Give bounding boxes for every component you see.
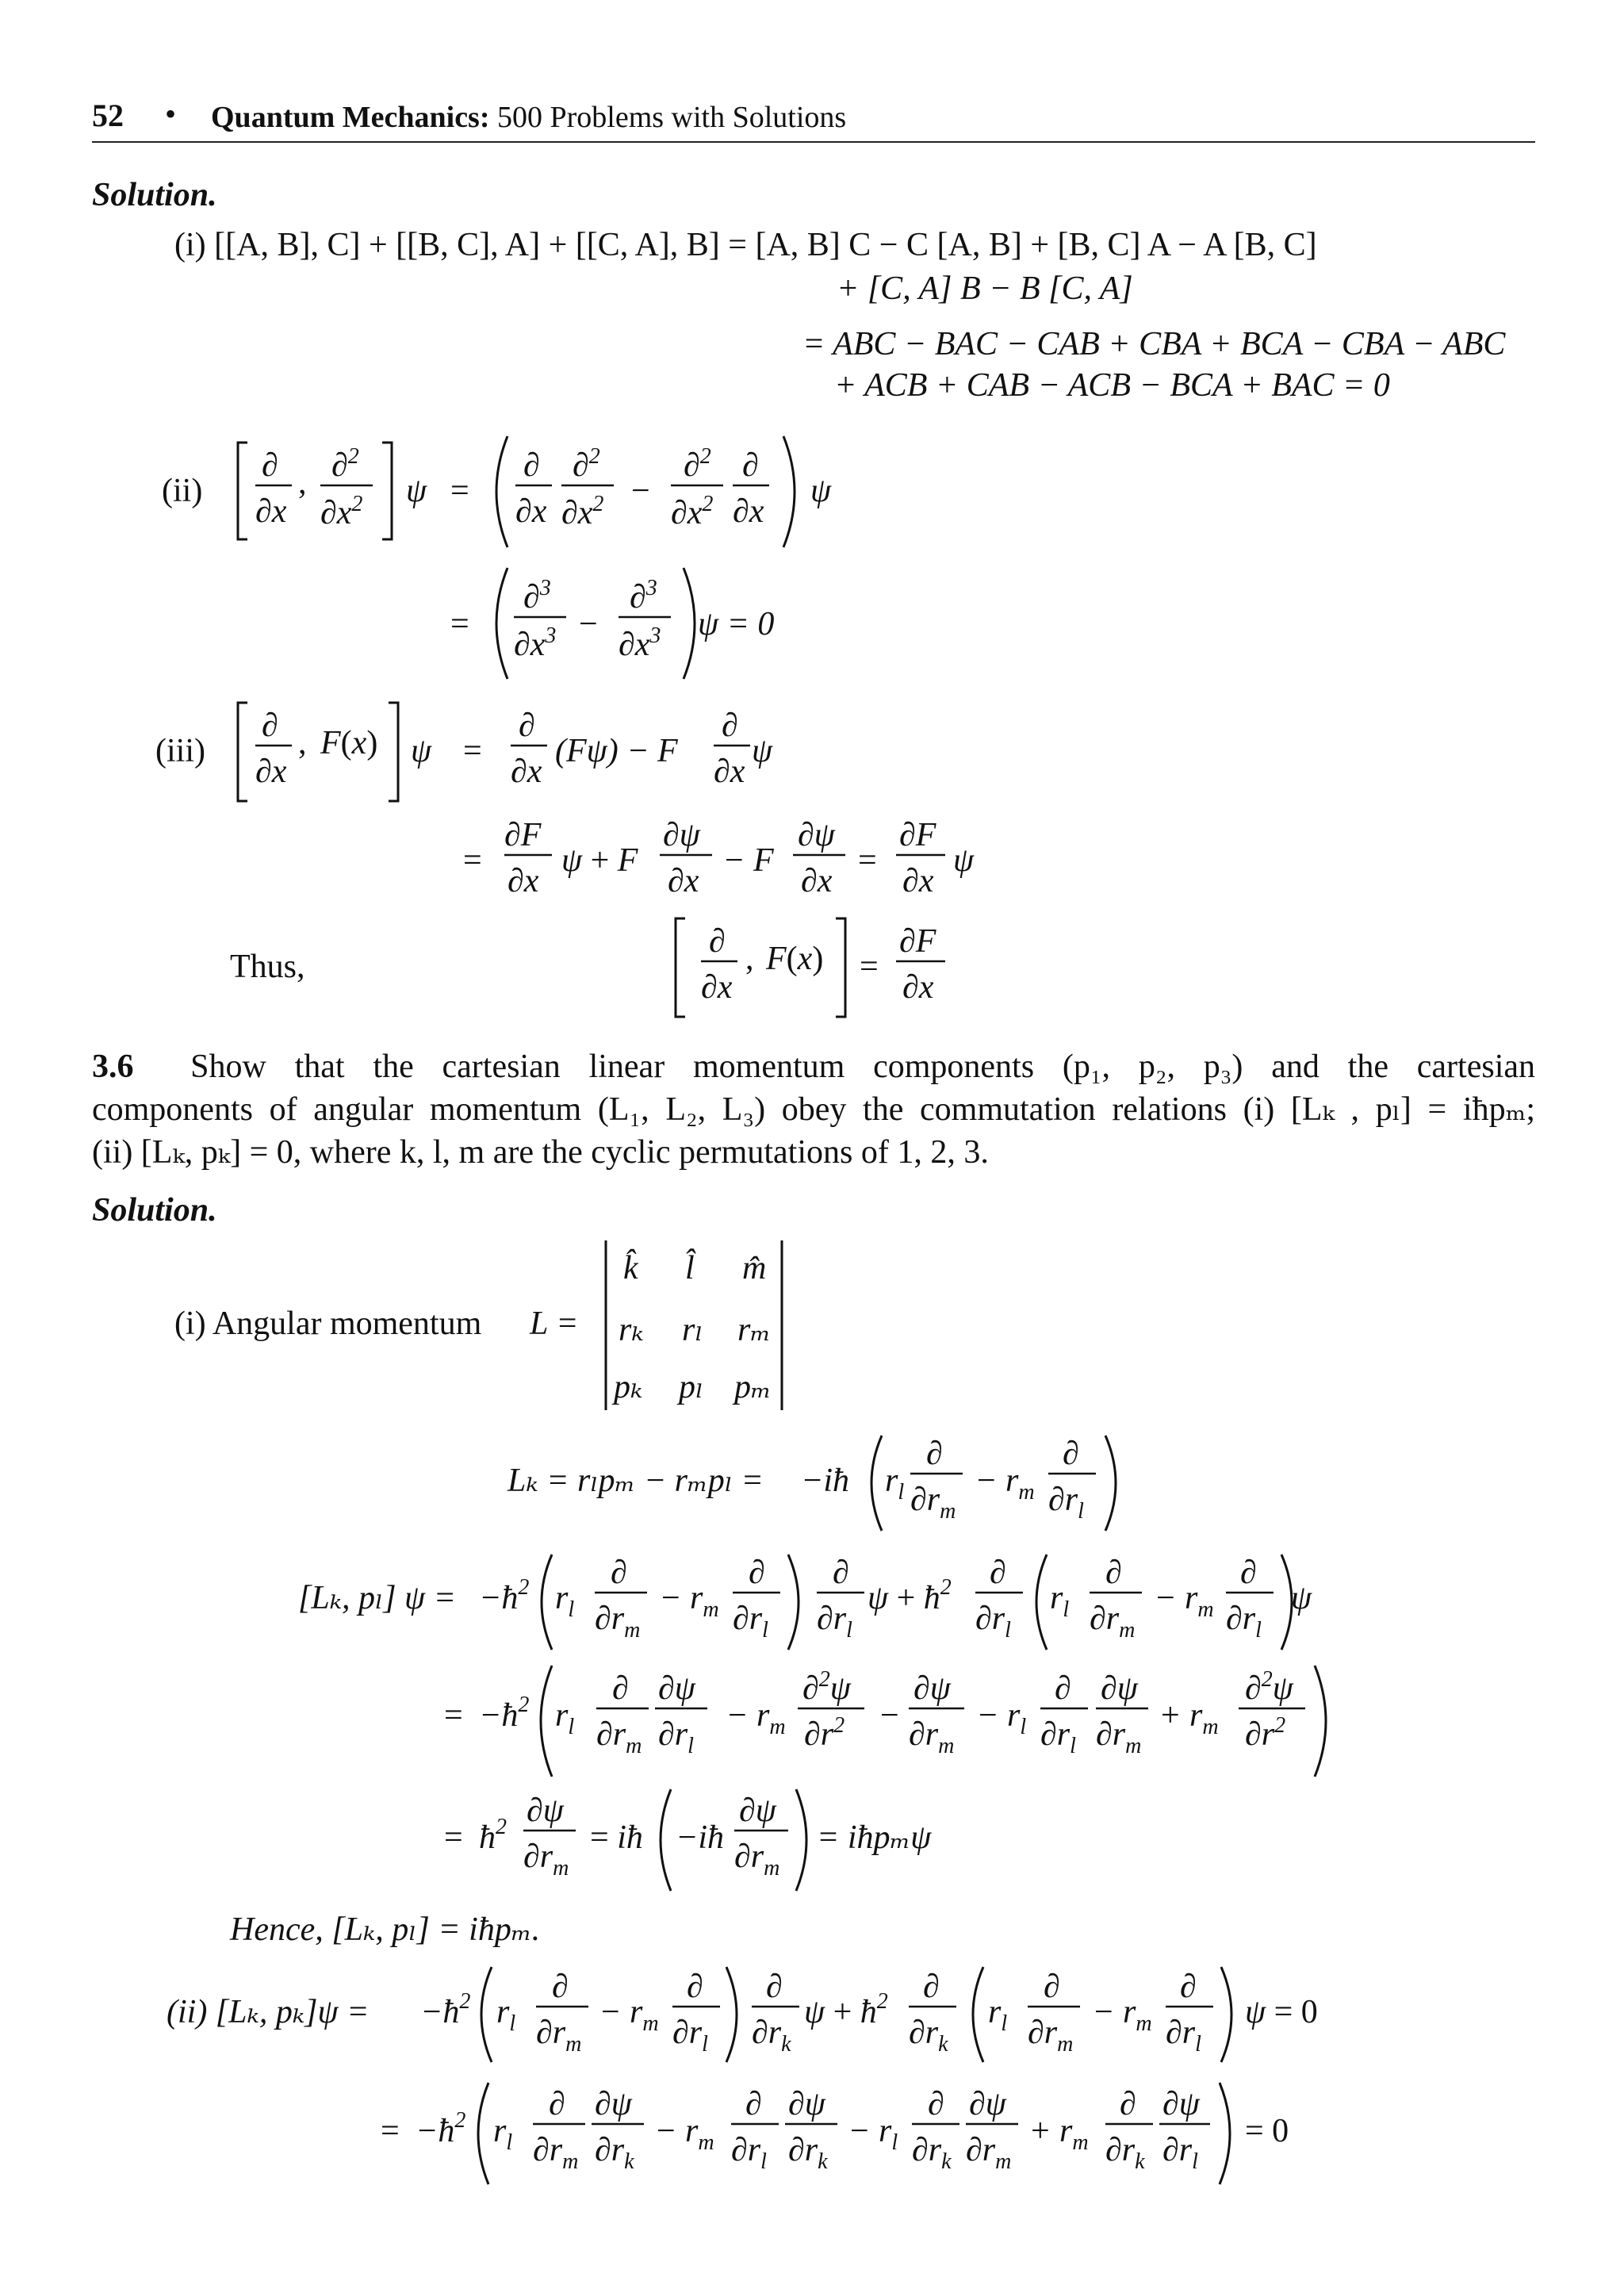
svg-text:∂x: ∂x — [511, 753, 542, 790]
svg-text:−: − — [661, 1580, 680, 1616]
svg-text:=: = — [450, 473, 469, 509]
svg-text:∂2ψ: ∂$^2$ψ — [802, 1667, 851, 1707]
svg-text:∂2ψ: ∂$^2$ψ — [1245, 1667, 1293, 1707]
svg-text:∂rm: $\partial r_m$ — [966, 2132, 1012, 2174]
svg-text:∂: ∂ — [611, 1555, 627, 1591]
svg-text:∂: ∂ — [928, 2086, 944, 2122]
svg-text:∂x: ∂x — [714, 753, 745, 790]
svg-text:∂x3: $\partial x^3$ — [514, 623, 557, 663]
iii-line1: (Fψ) − F — [555, 733, 678, 769]
svg-text:−iħ: −iħ — [801, 1463, 850, 1499]
svg-text:=: = — [463, 733, 482, 769]
solution-heading-2: Solution. — [92, 1192, 217, 1229]
svg-text:∂rm: $\partial r_m$ — [595, 1601, 641, 1643]
svg-text:∂rm: $\partial r_m$ — [1096, 1716, 1142, 1758]
solution-heading-1: Solution. — [92, 177, 217, 213]
thus-label: Thus, — [230, 949, 305, 985]
svg-text:∂x: ∂x — [801, 863, 833, 899]
svg-text:,: , — [745, 941, 754, 977]
svg-text:∂x: ∂x — [733, 493, 764, 530]
svg-text:−: − — [850, 2113, 869, 2149]
svg-text:∂: ∂ — [766, 1969, 783, 2005]
L-equals: L = — [530, 1305, 579, 1342]
det-r2c3: rₘ — [737, 1312, 772, 1348]
svg-text:∂: ∂ — [1120, 2086, 1136, 2122]
angular-momentum-label: (i) Angular momentum — [174, 1305, 482, 1342]
ii-label: (ii) [Lₖ, pₖ]ψ = — [167, 1994, 370, 2030]
svg-text:∂x: ∂x — [902, 863, 934, 899]
derivation-angular-momentum — [0, 1221, 1624, 2221]
final-zero: = 0 — [1245, 2113, 1289, 2149]
svg-text:rl: $r_l$ — [879, 2113, 898, 2155]
svg-text:rm: $r_m$ — [1005, 1463, 1035, 1505]
svg-text:∂rk: $\partial r_k$ — [752, 2015, 791, 2057]
svg-text:∂rm: $\partial r_m$ — [536, 2015, 582, 2057]
svg-text:rm: $r_m$ — [630, 1994, 659, 2036]
svg-text:∂ψ: ∂ψ — [1162, 2086, 1200, 2122]
svg-text:∂x2: $\partial x^2$ — [561, 492, 604, 531]
svg-text:∂2: ∂$^2$ — [331, 444, 359, 484]
svg-text:∂: ∂ — [745, 2086, 762, 2122]
svg-text:−ħ2: $-ħ^2$ — [420, 1989, 471, 2030]
svg-text:∂: ∂ — [1240, 1555, 1257, 1591]
problem-number: 3.6 — [92, 1049, 134, 1085]
svg-text:∂ψ: ∂ψ — [527, 1792, 564, 1829]
svg-text:∂x: ∂x — [255, 753, 287, 790]
svg-text:rl: $r_l$ — [1007, 1697, 1027, 1739]
svg-text:=: = — [444, 1819, 463, 1856]
svg-text:∂rl: $\partial r_l$ — [975, 1601, 1011, 1643]
svg-text:∂: ∂ — [923, 1969, 940, 2005]
svg-text:∂: ∂ — [1105, 1555, 1122, 1591]
svg-text:∂r2: $\partial r^2$ — [804, 1713, 845, 1753]
svg-text:rm: $r_m$ — [756, 1697, 786, 1739]
svg-text:∂rk: $\partial r_k$ — [788, 2132, 828, 2174]
svg-text:∂rl: $\partial r_l$ — [731, 2132, 767, 2174]
svg-text:=: = — [444, 1697, 463, 1734]
svg-text:∂: ∂ — [612, 1670, 629, 1707]
svg-text:= iħ: = iħ — [590, 1819, 643, 1856]
svg-text:∂ψ: ∂ψ — [595, 2086, 632, 2122]
label-ii: (ii) — [162, 473, 203, 509]
svg-text:∂x2: $\partial x^2$ — [671, 492, 714, 531]
svg-text:ψ = 0: ψ = 0 — [1245, 1994, 1318, 2030]
svg-text:=: = — [463, 842, 482, 879]
svg-text:∂x: ∂x — [515, 493, 547, 530]
svg-text:rm: $r_m$ — [1059, 2113, 1089, 2155]
svg-text:=: = — [858, 842, 877, 879]
det-r3c2: pₗ — [679, 1369, 704, 1405]
svg-text:−: − — [1094, 1994, 1113, 2030]
svg-text:−: − — [601, 1994, 620, 2030]
svg-text:F(x): F(x) — [320, 725, 378, 761]
svg-text:ψ + F: ψ + F — [561, 842, 638, 879]
svg-text:∂rm: $\partial r_m$ — [1028, 2015, 1074, 2057]
svg-text:∂rl: $\partial r_l$ — [1162, 2132, 1198, 2174]
svg-text:∂x: ∂x — [701, 969, 733, 1006]
svg-text:rl: $r_l$ — [555, 1580, 575, 1622]
svg-text:−ħ2: $-ħ^2$ — [479, 1575, 530, 1616]
svg-text:∂: ∂ — [687, 1969, 703, 2005]
svg-text:∂x: ∂x — [668, 863, 699, 899]
svg-text:−iħ: −iħ — [676, 1819, 725, 1856]
svg-text:∂rl: $\partial r_l$ — [1040, 1716, 1076, 1758]
svg-text:∂rm: $\partial r_m$ — [734, 1838, 780, 1881]
svg-text:∂F: ∂F — [899, 817, 936, 853]
svg-text:∂: ∂ — [709, 923, 726, 960]
svg-text:∂: ∂ — [742, 447, 759, 484]
svg-text:rm: $r_m$ — [1185, 1580, 1214, 1622]
svg-text:∂ψ: ∂ψ — [788, 2086, 825, 2122]
svg-text:∂: ∂ — [549, 2086, 565, 2122]
svg-text:∂rm: $\partial r_m$ — [533, 2132, 579, 2174]
svg-text:,: , — [298, 465, 307, 501]
svg-text:ψ: ψ — [953, 842, 975, 879]
svg-text:ħ2: $ħ^2$ — [479, 1815, 507, 1856]
svg-text:∂rm: $\partial r_m$ — [523, 1838, 569, 1881]
svg-text:∂rm: $\partial r_m$ — [909, 1716, 955, 1758]
svg-text:−: − — [1156, 1580, 1175, 1616]
hence-line: Hence, [Lₖ, pₗ] = iħpₘ. — [230, 1911, 541, 1948]
det-r2c1: rₖ — [619, 1312, 644, 1348]
svg-text:∂rl: $\partial r_l$ — [817, 1601, 852, 1643]
svg-text:rm: $r_m$ — [1189, 1697, 1219, 1739]
svg-text:rl: $r_l$ — [496, 1994, 516, 2036]
svg-text:∂rl: $\partial r_l$ — [1048, 1482, 1084, 1524]
det-r1c3: m̂ — [742, 1250, 767, 1286]
svg-text:∂: ∂ — [1063, 1436, 1079, 1472]
svg-text:∂ψ: ∂ψ — [798, 817, 835, 853]
svg-text:∂rl: $\partial r_l$ — [1226, 1601, 1262, 1643]
svg-text:∂: ∂ — [519, 707, 535, 744]
svg-text:∂x: ∂x — [902, 969, 934, 1006]
svg-text:=: = — [381, 2113, 400, 2149]
det-r2c2: rₗ — [682, 1312, 703, 1348]
svg-text:∂ψ: ∂ψ — [1101, 1670, 1138, 1707]
svg-text:rm: $r_m$ — [1123, 1994, 1152, 2036]
svg-text:∂r2: $\partial r^2$ — [1245, 1713, 1286, 1753]
svg-text:∂rm: $\partial r_m$ — [596, 1716, 642, 1758]
svg-text:−ħ2: $-ħ^2$ — [479, 1693, 530, 1734]
svg-text:∂rk: $\partial r_k$ — [595, 2132, 634, 2174]
svg-text:−ħ2: $-ħ^2$ — [416, 2108, 466, 2149]
det-r3c3: pₘ — [734, 1369, 772, 1405]
svg-text:∂: ∂ — [262, 707, 278, 744]
svg-text:ψ: ψ — [406, 473, 427, 509]
svg-text:rl: $r_l$ — [1050, 1580, 1070, 1622]
det-r1c2: l̂ — [685, 1250, 695, 1286]
svg-text:ψ + ħ2: $\psi + ħ^2$ — [804, 1989, 888, 2030]
svg-text:+: + — [1031, 2113, 1050, 2149]
svg-text:∂rl: $\partial r_l$ — [658, 1716, 694, 1758]
svg-text:rl: $r_l$ — [493, 2113, 513, 2155]
svg-text:rl: $r_l$ — [988, 1994, 1008, 2036]
svg-text:ψ: ψ — [1291, 1580, 1312, 1616]
svg-text:∂x: ∂x — [255, 493, 287, 530]
svg-text:−: − — [979, 1697, 998, 1734]
svg-text:rl: $r_l$ — [555, 1697, 575, 1739]
svg-text:∂ψ: ∂ψ — [663, 817, 700, 853]
bracket-left — [238, 443, 247, 539]
svg-text:−: − — [977, 1463, 996, 1499]
jacobi-line-3: = ABC − BAC − CAB + CBA + BCA − CBA − ABC — [802, 326, 1506, 362]
svg-text:−: − — [880, 1697, 899, 1734]
svg-text:∂x2: $\partial x^2$ — [320, 492, 363, 531]
svg-text:∂: ∂ — [523, 447, 540, 484]
svg-text:−: − — [725, 842, 744, 879]
problem-line-3: (ii) [Lₖ, pₖ] = 0, where k, l, m are the cyclic permutations of 1, 2, 3. — [92, 1134, 989, 1171]
svg-text:∂: ∂ — [1180, 1969, 1197, 2005]
problem-line-1: Show that the cartesian linear momentum components (p₁, p₂, p₃) and the cartesian — [190, 1049, 1536, 1085]
derivation-ii-iii — [0, 0, 1624, 1031]
svg-text:∂: ∂ — [1055, 1670, 1071, 1707]
ii-result: ψ = 0 — [698, 606, 775, 642]
det-r3c1: pₖ — [614, 1369, 643, 1405]
svg-text:∂rm: $\partial r_m$ — [910, 1482, 956, 1524]
jacobi-line-4: + ACB + CAB − ACB − BCA + BAC = 0 — [834, 367, 1390, 404]
svg-text:ψ: ψ — [810, 473, 832, 509]
svg-text:∂rl: $\partial r_l$ — [733, 1601, 768, 1643]
jacobi-line-1-text: (i) [[A, B], C] + [[B, C], A] + [[C, A], B] = [A, B] C − C [A, B] + [B, C] A − A [B, C] — [174, 227, 1317, 263]
svg-text:∂: ∂ — [833, 1555, 849, 1591]
svg-text:+: + — [1161, 1697, 1180, 1734]
svg-text:∂rl: $\partial r_l$ — [672, 2015, 708, 2057]
commutator-lhs: [Lₖ, pₗ] ψ = — [298, 1580, 456, 1616]
svg-text:rl: $r_l$ — [885, 1463, 905, 1505]
svg-text:rm: $r_m$ — [685, 2113, 714, 2155]
header-bullet: • — [165, 96, 177, 132]
svg-text:∂: ∂ — [990, 1555, 1006, 1591]
Lk-definition: Lₖ = rₗpₘ − rₘpₗ = — [508, 1463, 764, 1499]
svg-text:∂F: ∂F — [899, 923, 936, 960]
svg-text:∂x3: $\partial x^3$ — [619, 623, 661, 663]
svg-text:∂: ∂ — [749, 1555, 765, 1591]
svg-text:ψ + ħ2: $\psi + ħ^2$ — [868, 1575, 952, 1616]
svg-text:=: = — [450, 606, 469, 642]
svg-text:∂rm: $\partial r_m$ — [1090, 1601, 1136, 1643]
svg-text:∂2: ∂$^2$ — [573, 444, 600, 484]
svg-text:rm: $r_m$ — [690, 1580, 719, 1622]
svg-text:∂: ∂ — [722, 707, 738, 744]
svg-text:∂rk: $\partial r_k$ — [1105, 2132, 1145, 2174]
svg-text:∂ψ: ∂ψ — [658, 1670, 695, 1707]
svg-text:∂3: ∂$^3$ — [523, 576, 551, 615]
book-title-bold: Quantum Mechanics: — [211, 101, 490, 134]
svg-text:∂: ∂ — [552, 1969, 569, 2005]
final-line: = iħpₘψ — [817, 1819, 932, 1856]
svg-text:∂: ∂ — [1044, 1969, 1060, 2005]
svg-text:,: , — [298, 725, 307, 761]
svg-text:∂rl: $\partial r_l$ — [1166, 2015, 1201, 2057]
book-title-rest: 500 Problems with Solutions — [497, 101, 847, 134]
label-iii: (iii) — [155, 733, 205, 769]
svg-text:∂ψ: ∂ψ — [914, 1670, 951, 1707]
svg-text:∂ψ: ∂ψ — [739, 1792, 776, 1829]
det-r1c1: k̂ — [623, 1250, 638, 1286]
svg-text:−: − — [579, 606, 598, 642]
svg-text:∂rk: $\partial r_k$ — [912, 2132, 952, 2174]
svg-text:−: − — [657, 2113, 676, 2149]
problem-line-2: components of angular momentum (L₁, L₂, L₃) obey the commutation relations (i) [Lₖ , pₗ] = iħpₘ; — [92, 1091, 1535, 1128]
svg-text:F: F — [753, 842, 774, 879]
svg-text:ψ: ψ — [752, 733, 773, 769]
svg-text:∂F: ∂F — [504, 817, 542, 853]
svg-text:∂x: ∂x — [508, 863, 539, 899]
svg-text:∂: ∂ — [262, 447, 278, 484]
page-number: 52 — [92, 98, 124, 133]
svg-text:∂: ∂ — [926, 1436, 943, 1472]
svg-text:∂rk: $\partial r_k$ — [909, 2015, 948, 2057]
svg-text:∂2: ∂$^2$ — [684, 444, 711, 484]
jacobi-line-2: + [C, A] B − B [C, A] — [837, 270, 1133, 307]
svg-text:−: − — [728, 1697, 747, 1734]
svg-text:∂ψ: ∂ψ — [969, 2086, 1006, 2122]
problem-3-6 — [92, 1045, 1535, 1174]
svg-text:F(x): F(x) — [766, 941, 824, 977]
svg-text:ψ: ψ — [411, 733, 432, 769]
svg-text:−: − — [631, 473, 650, 509]
svg-text:∂3: ∂$^3$ — [630, 576, 657, 615]
svg-text:=: = — [860, 949, 879, 985]
